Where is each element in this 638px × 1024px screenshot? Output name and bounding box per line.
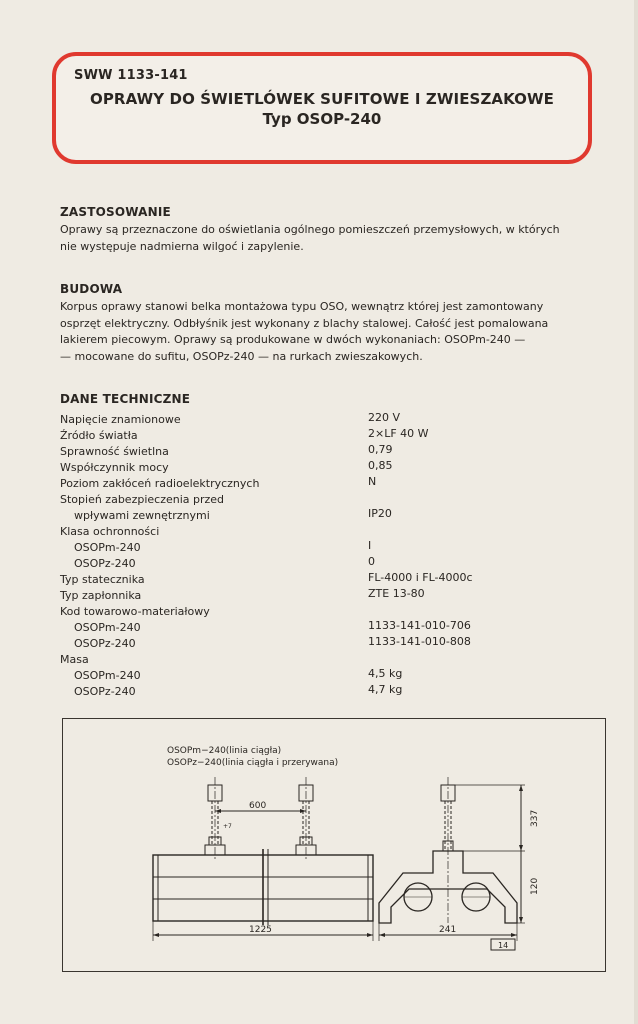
spec-label: Typ statecznika <box>60 573 145 586</box>
spec-label: OSOPm-240 <box>74 669 141 682</box>
spec-label: Poziom zakłóceń radioelektrycznych <box>60 477 260 490</box>
spec-value: 0,79 <box>368 443 393 456</box>
paragraph-line: Oprawy są przeznaczone do oświetlania ogólnego pomieszczeń przemysłowych, w których <box>60 223 560 236</box>
small-mark: +7 <box>223 823 232 830</box>
spec-value: IP20 <box>368 507 392 520</box>
paragraph-line: lakierem piecowym. Oprawy są produkowane w dwóch wykonaniach: OSOPm-240 — <box>60 333 526 346</box>
dimension-label-120: 120 <box>530 877 540 895</box>
header-box <box>52 52 592 164</box>
spec-label: Masa <box>60 653 89 666</box>
technical-drawing <box>62 718 606 972</box>
reference-number: 14 <box>498 941 509 950</box>
paragraph-line: Korpus oprawy stanowi belka montażowa typu OSO, wewnątrz której jest zamontowany <box>60 300 544 313</box>
spec-label: Sprawność świetlna <box>60 445 169 458</box>
paragraph-zastosowanie <box>60 222 600 255</box>
dimension-label-1225: 1225 <box>249 925 272 935</box>
spec-value: 4,7 kg <box>368 683 403 696</box>
spec-value: FL-4000 i FL-4000c <box>368 571 473 584</box>
spec-label: Kod towarowo-materiałowy <box>60 605 210 618</box>
document-subtitle: Typ OSOP-240 <box>262 110 382 128</box>
document-title: OPRAWY DO ŚWIETLÓWEK SUFITOWE I ZWIESZAKOWE <box>89 90 555 108</box>
spec-value: 0 <box>368 555 375 568</box>
paragraph-line: osprzęt elektryczny. Odbłyśnik jest wykonany z blachy stalowej. Całość jest pomalowana <box>60 316 549 330</box>
legend-osopm: OSOPm−240(linia ciągła) <box>167 746 282 756</box>
spec-value: 2×LF 40 W <box>368 427 429 440</box>
spec-label: wpływami zewnętrznymi <box>74 509 210 522</box>
spec-value: 1133-141-010-706 <box>368 619 471 632</box>
spec-label: Współczynnik mocy <box>60 461 169 474</box>
legend-osopz: OSOPz−240(linia ciągła i przerywana) <box>167 758 339 768</box>
drawing-svg <box>63 719 607 973</box>
paragraph-line: nie występuje nadmierna wilgoć i zapylenie. <box>60 239 304 253</box>
spec-label: OSOPm-240 <box>74 541 141 554</box>
page-edge <box>634 0 638 1024</box>
left-suspension <box>205 777 225 859</box>
side-view <box>379 777 540 950</box>
spec-label: Klasa ochronności <box>60 525 160 538</box>
section-heading-budowa: BUDOWA <box>60 282 123 296</box>
paragraph-line: — mocowane do sufitu, OSOPz-240 — na rurkach zwieszakowych. <box>60 349 423 363</box>
front-view <box>153 777 373 941</box>
spec-value: ZTE 13-80 <box>368 587 425 600</box>
spec-value: 4,5 kg <box>368 667 403 680</box>
spec-label: Napięcie znamionowe <box>60 413 181 426</box>
spec-label: OSOPz-240 <box>74 557 136 570</box>
dimension-label-337: 337 <box>530 809 540 827</box>
dimension-label-241: 241 <box>439 925 457 935</box>
section-heading-dane: DANE TECHNICZNE <box>60 392 191 406</box>
spec-value: I <box>368 539 372 552</box>
spec-label: OSOPz-240 <box>74 637 136 650</box>
spec-value: N <box>368 475 377 488</box>
document-code: SWW 1133-141 <box>74 68 188 83</box>
spec-label: OSOPm-240 <box>74 621 141 634</box>
spec-label: Źródło światła <box>60 429 138 442</box>
section-heading-zastosowanie: ZASTOSOWANIE <box>60 205 171 219</box>
spec-value: 1133-141-010-808 <box>368 635 471 648</box>
paragraph-budowa <box>60 299 600 365</box>
spec-label: OSOPz-240 <box>74 685 136 698</box>
dimension-label-600: 600 <box>249 801 267 811</box>
spec-value: 0,85 <box>368 459 393 472</box>
right-suspension <box>296 777 316 859</box>
spec-label: Typ zapłonnika <box>60 589 142 602</box>
spec-label: Stopień zabezpieczenia przed <box>60 493 225 506</box>
spec-value: 220 V <box>368 411 401 424</box>
